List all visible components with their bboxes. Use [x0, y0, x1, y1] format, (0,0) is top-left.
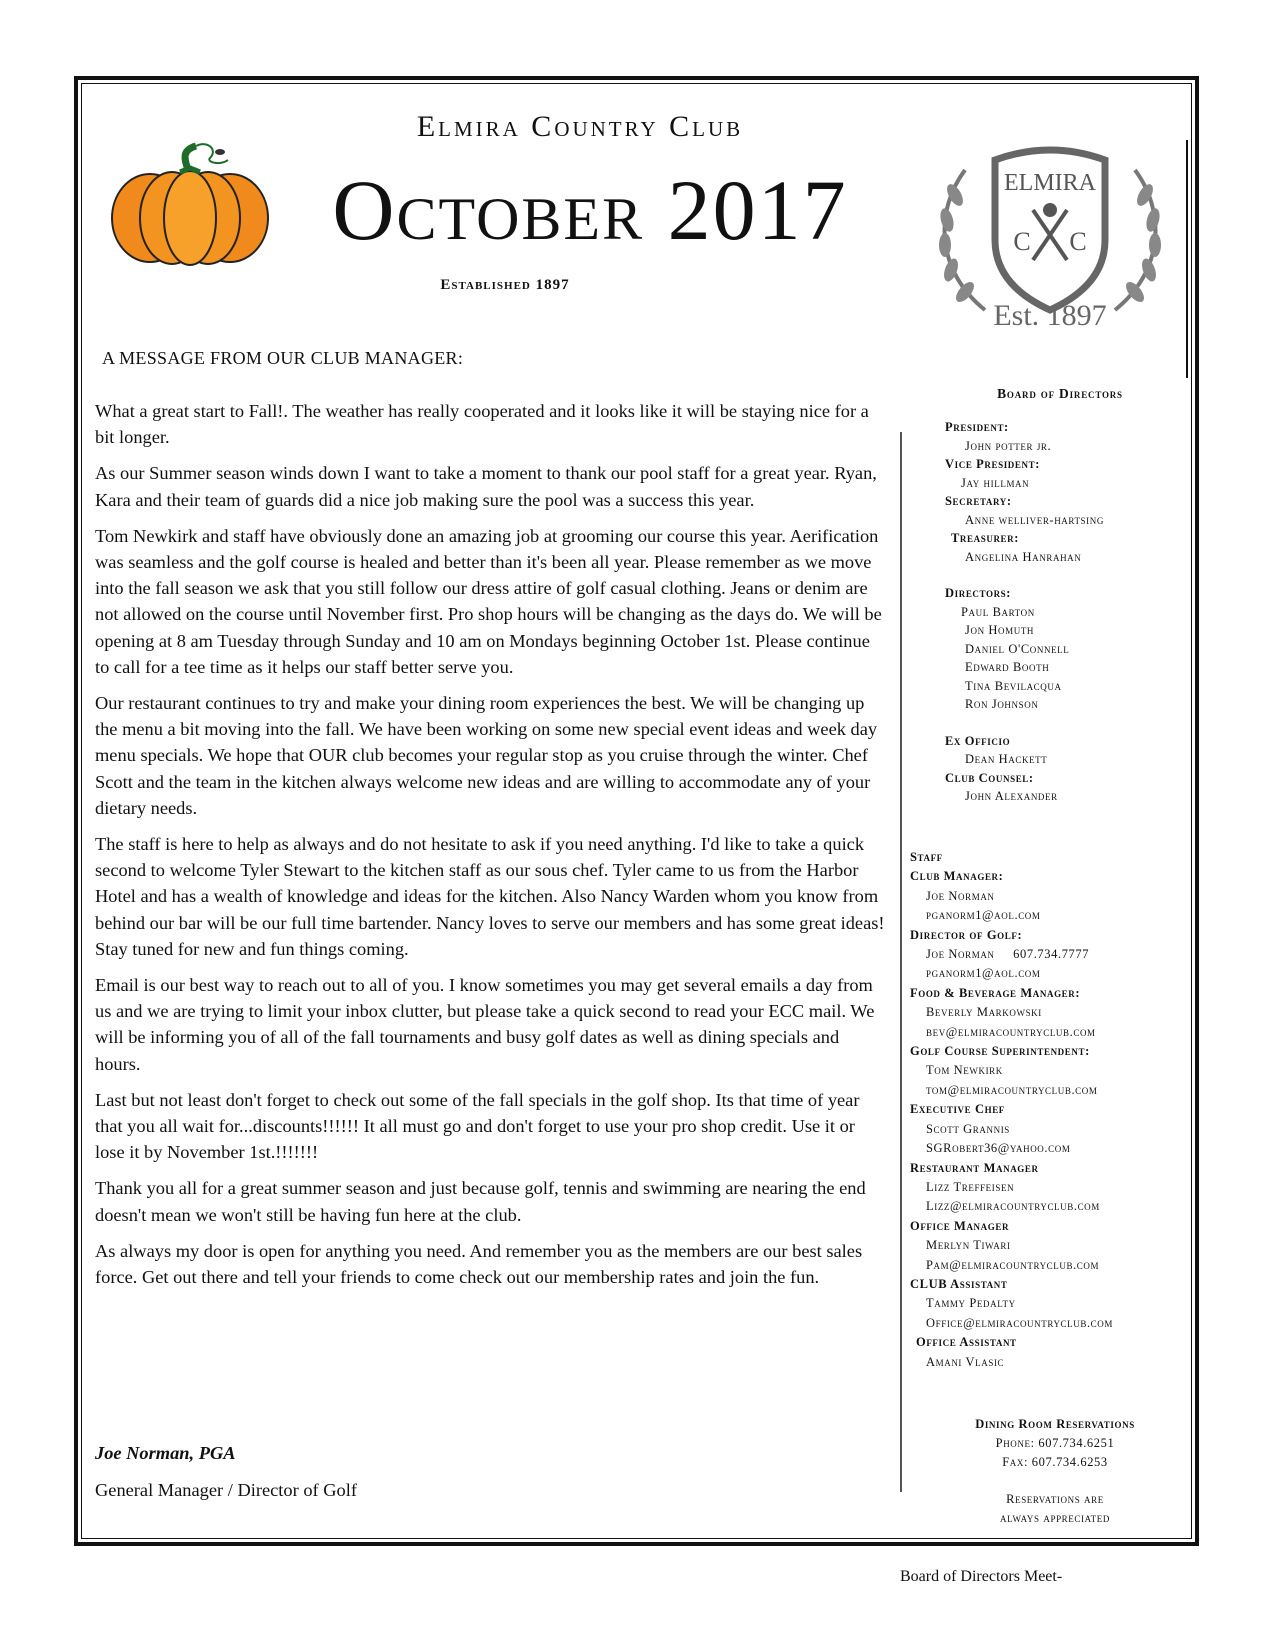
header-rule	[1186, 140, 1188, 378]
staff-list	[910, 848, 1113, 1372]
letter-paragraph: The staff is here to help as always and do not hesitate to ask if you need anything. I'd like to take a quick second to welcome Tyler Stewart to the kitchen staff as our sous chef. Tyler came to us from the Harbor Hotel and has a wealth of knowledge and ideas for the kitchen. Also Nancy Warden whom you know from behind our bar will be our full time bartender. Nancy loves to serve our members and has some great ideas! Stay tuned for new and fun things coming.	[95, 834, 885, 959]
staff-title: Staff	[910, 850, 943, 864]
chef-label: Executive Chef	[910, 1102, 1005, 1117]
letter-paragraph: Our restaurant continues to try and make your dining room experiences the best. We will be changing up the menu a bit moving into the fall. We have been working on some new special event ideas and week day menu specials. We hope that OUR club becomes your regular stop as you cruise through the winter. Chef Scott and the team in the kitchen always welcome new ideas and are willing to accommodate any of your dietary needs.	[95, 693, 878, 818]
counsel-label: Club Counsel:	[945, 770, 1034, 785]
secretary-name: Anne welliver-hartsing	[965, 512, 1104, 527]
club-name: Elmira Country Club	[416, 110, 744, 143]
club-manager-name: Joe Norman	[926, 888, 995, 903]
pumpkin-icon	[110, 140, 270, 270]
office-manager-label: Office Manager	[910, 1218, 1010, 1233]
crest-text-top: ELMIRA	[1004, 170, 1096, 196]
club-assistant-label: CLUB Assistant	[910, 1276, 1008, 1291]
restaurant-manager-label: Restaurant Manager	[910, 1160, 1039, 1175]
dining-fax: Fax: 607.734.6253	[1002, 1455, 1108, 1469]
director-name: Daniel O'Connell	[965, 641, 1070, 656]
director-of-golf-label: Director of Golf:	[910, 927, 1023, 942]
club-manager-email: pganorm1@aol.com	[926, 908, 1041, 923]
superintendent-label: Golf Course Superintendent:	[910, 1044, 1090, 1059]
director-name: Paul Barton	[961, 604, 1035, 619]
club-crest-icon	[925, 140, 1175, 340]
president-label: President:	[945, 420, 1009, 434]
issue-title: October 2017	[332, 162, 848, 258]
restaurant-manager-email: Lizz@elmiracountryclub.com	[926, 1199, 1100, 1214]
dining-reservations	[930, 1415, 1180, 1528]
counsel-name: John Alexander	[965, 789, 1058, 803]
crest-letter-right: C	[1069, 227, 1087, 256]
signature-name: Joe Norman, PGA	[95, 1443, 236, 1463]
dining-title: Dining Room Reservations	[975, 1417, 1135, 1431]
continued-note: Board of Directors Meet-	[900, 1568, 1063, 1585]
directors-label: Directors:	[945, 586, 1012, 600]
manager-letter	[95, 398, 885, 1300]
letter-paragraph: As always my door is open for anything you need. And remember you as the members are our best sales force. Get out there and tell your friends to come check out our membership rates and join the fun.	[95, 1240, 863, 1288]
chef-name: Scott Grannis	[926, 1121, 1010, 1136]
letter-paragraph: As our Summer season winds down I want to take a moment to thank our pool staff for a great year. Ryan, Kara and their team of guards did a nice job making sure the pool was a success this year.	[95, 463, 877, 510]
letter-paragraph: Thank you all for a great summer season and just because golf, tennis and swimming are nearing the end doesn't mean we won't still be having fun here at the club.	[95, 1178, 866, 1225]
message-heading: A MESSAGE FROM OUR CLUB MANAGER:	[102, 348, 464, 368]
dining-note: always appreciated	[1000, 1511, 1110, 1525]
club-assistant-name: Tammy Pedalty	[926, 1296, 1016, 1311]
treasurer-name: Angelina Hanrahan	[965, 549, 1082, 564]
ex-officio-name: Dean Hackett	[965, 752, 1048, 766]
office-assistant-name: Amani Vlasic	[926, 1354, 1005, 1369]
board-list	[945, 418, 1104, 806]
vp-label: Vice President:	[945, 457, 1040, 471]
office-manager-name: Merlyn Tiwari	[926, 1238, 1011, 1253]
crest-letter-left: C	[1013, 227, 1031, 256]
director-name: Edward Booth	[965, 660, 1050, 674]
restaurant-manager-name: Lizz Treffeisen	[926, 1179, 1015, 1194]
director-name: Tina Bevilacqua	[965, 678, 1062, 693]
letter-paragraph: What a great start to Fall!. The weather has really cooperated and it looks like it will be staying nice for a bit longer.	[95, 401, 869, 448]
superintendent-name: Tom Newkirk	[926, 1063, 1003, 1078]
office-assistant-label: Office Assistant	[916, 1335, 1017, 1350]
letter-paragraph: Tom Newkirk and staff have obviously done an amazing job at grooming our course this year. Aerification was seamless and the golf course is healed and better than it's been all year. Please remember as we move into the fall season we ask that you still follow our dress attire of golf casual clothing. Jeans or denim are not allowed on the course until November first. Pro shop hours will be changing as the days do. We will be opening at 8 am Tuesday through Sunday and 10 am on Mondays beginning October 1st. Please continue to call for a tee time as it helps our staff better serve you.	[95, 525, 882, 677]
fb-manager-label: Food & Beverage Manager:	[910, 985, 1081, 1000]
director-of-golf-name: Joe Norman 607.734.7777	[926, 947, 1090, 962]
club-assistant-email: Office@elmiracountryclub.com	[926, 1315, 1113, 1330]
ex-officio-label: Ex Officio	[945, 733, 1011, 748]
secretary-label: Secretary:	[945, 494, 1012, 508]
office-manager-email: Pam@elmiracountryclub.com	[926, 1257, 1100, 1272]
board-title: Board of Directors	[997, 386, 1123, 401]
signature-title: General Manager / Director of Golf	[95, 1480, 357, 1500]
dining-note: Reservations are	[1006, 1492, 1104, 1506]
established-line: Established 1897	[440, 277, 570, 293]
fb-manager-email: bev@elmiracountryclub.com	[926, 1024, 1096, 1039]
director-name: Jon Homuth	[965, 623, 1035, 637]
dining-phone: Phone: 607.734.6251	[995, 1436, 1115, 1450]
letter-paragraph: Email is our best way to reach out to all of you. I know sometimes you may get several emails a day from us and we are trying to limit your inbox clutter, but please take a quick second to read your ECC mail. We will be informing you of all of the fall tournaments and busy golf dates as well as dining specials and hours.	[95, 975, 875, 1074]
club-manager-label: Club Manager:	[910, 869, 1004, 884]
treasurer-label: Treasurer:	[951, 531, 1020, 545]
sidebar-divider	[900, 432, 902, 1492]
letter-paragraph: Last but not least don't forget to check out some of the fall specials in the golf shop. Its that time of year that you all wait for...discounts!!!!!! It all must go and don't forget to use your pro shop credit. Use it or lose it by November 1st.!!!!!!!	[95, 1089, 860, 1163]
director-name: Ron Johnson	[965, 697, 1039, 711]
crest-text-bottom: Est. 1897	[993, 299, 1107, 332]
director-of-golf-email: pganorm1@aol.com	[926, 966, 1041, 981]
vp-name: Jay hillman	[961, 475, 1030, 490]
president-name: John potter jr.	[965, 438, 1052, 453]
superintendent-email: tom@elmiracountryclub.com	[926, 1082, 1098, 1097]
fb-manager-name: Beverly Markowski	[926, 1005, 1042, 1020]
chef-email: SGRobert36@yahoo.com	[926, 1141, 1071, 1156]
